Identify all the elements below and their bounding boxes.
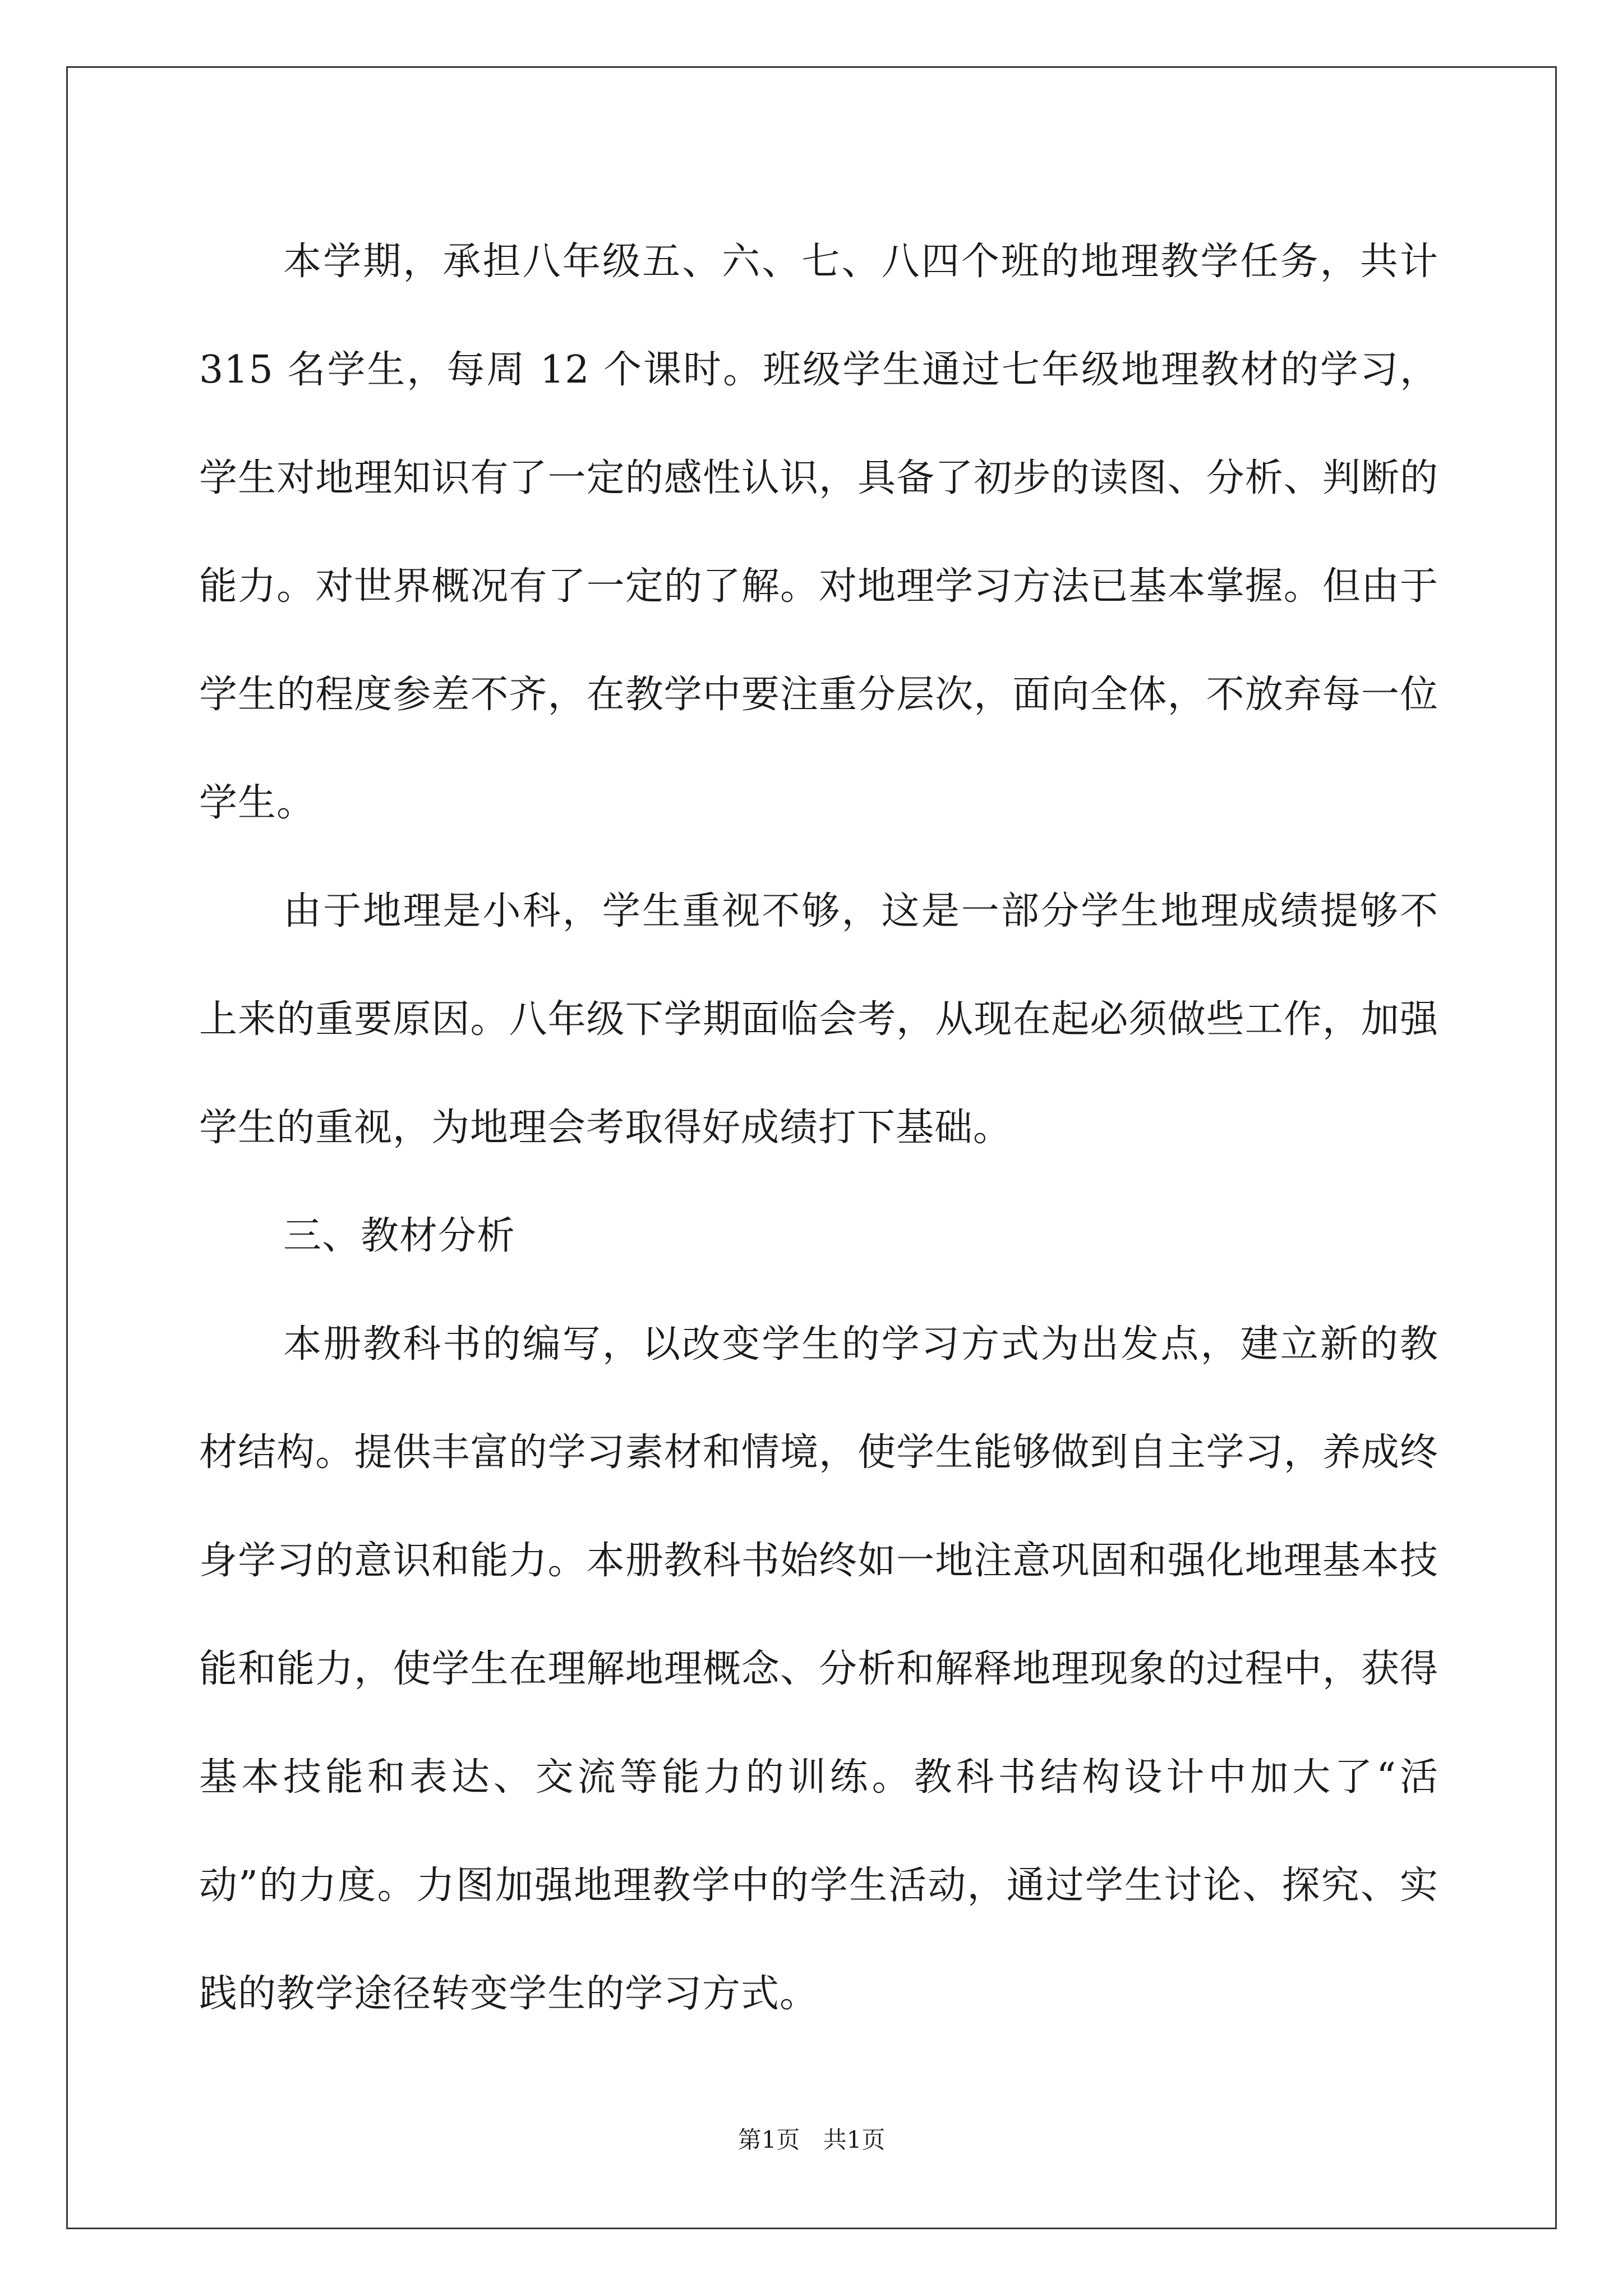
page-footer (0, 2123, 1623, 2157)
paragraph-class-overview: 本学期，承担八年级五、六、七、八四个班的地理教学任务，共计 315 名学生，每周 12 个课时。班级学生通过七年级地理教材的学习，学生对地理知识有了一定的感性认识，具备了初步的读图、分析、判断的能力。对世界概况有了一定的了解。对地理学习方法已基本掌握。但由于学生的程度参差不齐，在教学中要注重分层次，面向全体，不放弃每一位学生。 (199, 240, 1438, 825)
paragraph-importance: 由于地理是小科，学生重视不够，这是一部分学生地理成绩提够不上来的重要原因。八年级下学期面临会考，从现在起必须做些工作，加强学生的重视，为地理会考取得好成绩打下基础。 (199, 889, 1438, 1150)
paragraph-textbook-analysis: 本册教科书的编写，以改变学生的学习方式为出发点，建立新的教材结构。提供丰富的学习素材和情境，使学生能够做到自主学习，养成终身学习的意识和能力。本册教科书始终如一地注意巩固和强化地理基本技能和能力，使学生在理解地理概念、分析和解释地理现象的过程中，获得基本技能和表达、交流等能力的训练。教科书结构设计中加大了“活动”的力度。力图加强地理教学中的学生活动，通过学生讨论、探究、实践的教学途径转变学生的学习方式。 (199, 1322, 1438, 2016)
page-number-current: 第1页 (737, 2126, 800, 2154)
section-heading-textbook-analysis: 三、教材分析 (283, 1214, 516, 1258)
document-body (199, 208, 1438, 2048)
page-number-total: 共1页 (823, 2126, 886, 2154)
